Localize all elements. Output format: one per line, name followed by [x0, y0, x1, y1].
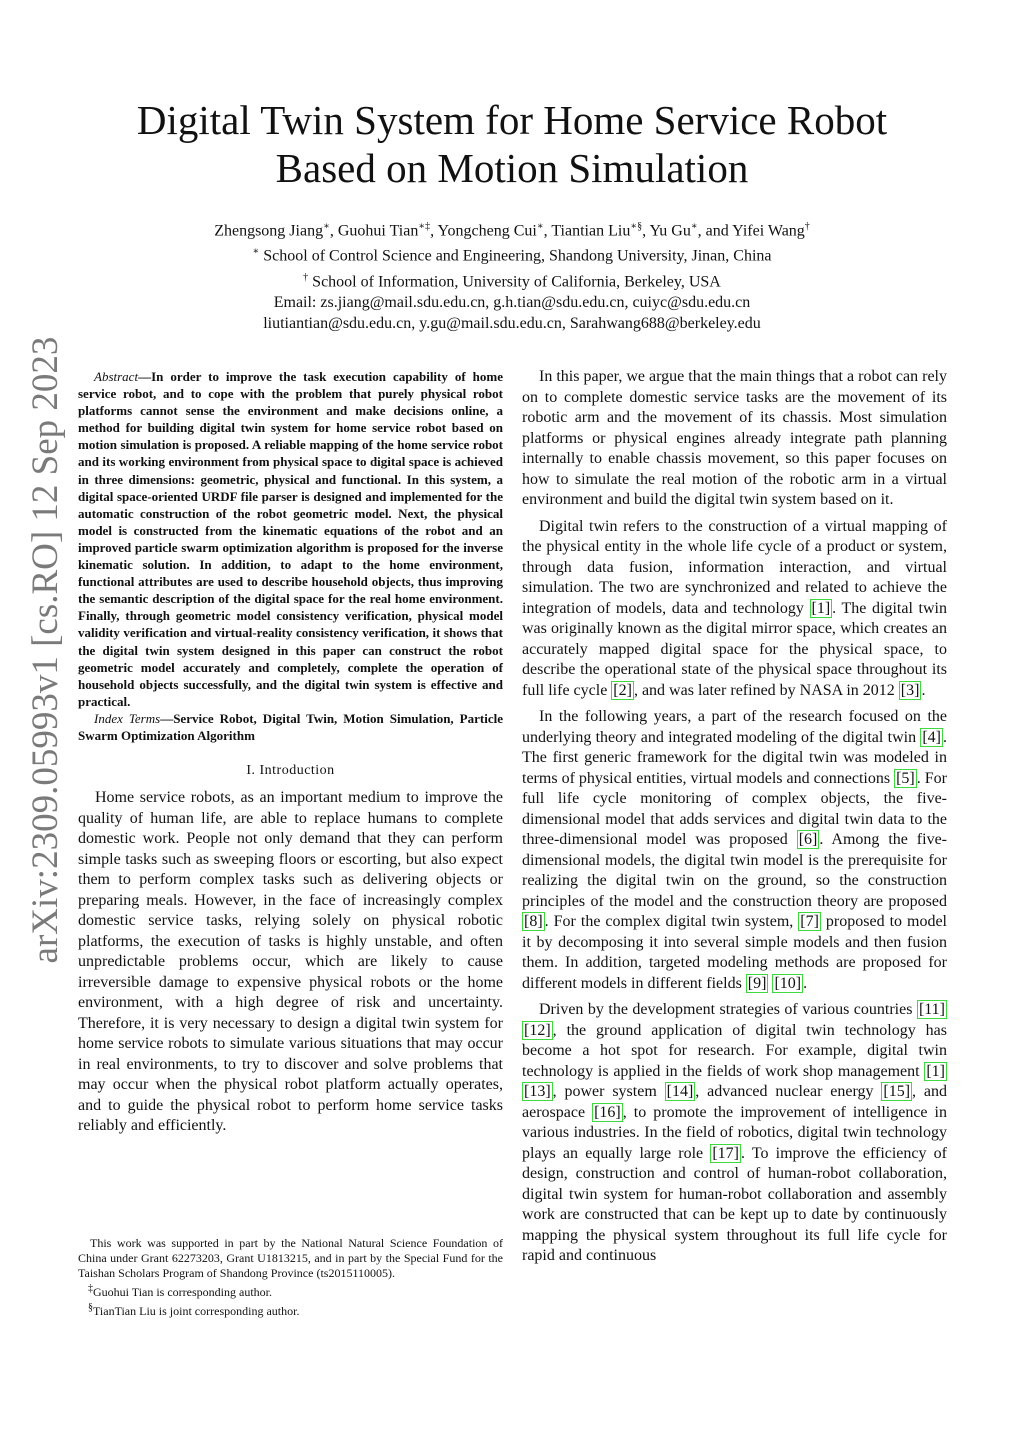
citation-link[interactable]: [4] [922, 728, 941, 746]
affil-mark [418, 221, 430, 232]
index-terms-dash: — [160, 710, 174, 726]
citation-link[interactable]: [1] [811, 599, 831, 617]
separator: , [430, 222, 438, 240]
paragraph-text: , power system [552, 1083, 665, 1100]
paper-title [80, 96, 944, 192]
paragraph [522, 517, 947, 702]
index-terms [78, 710, 503, 744]
citation-link[interactable]: [12] [524, 1021, 551, 1039]
citation-link[interactable]: [14] [666, 1083, 694, 1100]
punctuation: . [803, 974, 808, 992]
citation-link[interactable]: [9] [747, 974, 767, 992]
footnote-joint-corresponding [78, 1300, 503, 1319]
affil-mark: ∗ [536, 221, 544, 232]
affil-mark-ddagger: ‡ [425, 221, 431, 232]
arxiv-identifier: arXiv:2309.05993v1 [cs.RO] 12 Sep 2023 [25, 336, 66, 964]
paragraph-text: . The first generic framework for the digital twin was modeled in terms of physical entities, virtual models and connections [522, 728, 947, 787]
affiliation-1 [80, 241, 944, 266]
author-name: Yongcheng Cui [437, 222, 537, 240]
separator: , [642, 222, 650, 240]
funding-footnote: This work was supported in part by the National Natural Science Foundation of China under Grant 62273203, Grant U1813215, and in part by the Special Fund for the Taishan Scholars Program of Shandong Province (ts2015110005). [78, 1236, 503, 1280]
citation-link[interactable]: [8] [524, 913, 543, 930]
citation-link[interactable]: [15] [883, 1083, 911, 1100]
paragraph-text: . The digital twin was originally known as the digital mirror space, which creates an accurately mapped digital space for the physical space, to describe the operational state of the physical space throughout its full life cycle [522, 599, 947, 699]
affiliation-text: School of Information, University of California, Berkeley, USA [308, 272, 721, 290]
affiliation-2 [80, 267, 944, 292]
separator: , and [697, 222, 733, 240]
abstract-text: In order to improve the task execution capability of home service robot, and to cope with the problem that purely physical robot platforms cannot sense the environment and make decisions online, a method for building digital twin system for home service robot based on motion simulation is proposed. A reliable mapping of the home service robot and its working environment from physical space to digital space is achieved in three dimensions: geometric, physical and functional. In this system, a digital space-oriented URDF file parser is designed and implemented for the automatic construction of the robot geometric model. Next, the physical model is constructed from the kinematic equations of the robot and an improved particle swarm optimization algorithm is proposed for the inverse kinematic solution. In addition, to adapt to the home environment, functional attributes are used to describe household objects, thus improving the semantic description of the digital space for the real home environment. Finally, through geometric model consistency verification, physical model validity verification and virtual-reality consistency verification, it shows that the digital twin system designed in this paper can construct the robot geometric model accurately and completely, complete the operation of household objects successfully, and the digital twin system is effective and practical. [78, 369, 503, 709]
citation-link[interactable]: [2] [613, 681, 632, 699]
intro-paragraph: Home service robots, as an important medium to improve the quality of human life, are able to replace humans to complete domestic work. People not only demand that they can perform simple tasks such as sweeping floors or escorting, but also expect them to perform complex tasks such as delivering objects or preparing meals. However, in the face of increasingly complex domestic service tasks, relying solely on physical robotic platforms, the execution of tasks is highly unstable, and often unpredictable problems occur, which are likely to cause irreversible damage to expensive physical robots or the home environment, with a high degree of risk and uncertainty. Therefore, it is very necessary to design a digital twin system for home service robots to simulate various situations that may occur in real environments, to try to discover and solve problems that may occur when the physical robot platform actually operates, and to guide the physical robot to perform home service tasks reliably and efficiently. [78, 789, 503, 1135]
title-line-1: Digital Twin System for Home Service Robot [136, 97, 888, 143]
footnote-corresponding [78, 1281, 503, 1300]
section-heading-introduction: I. Introduction [246, 763, 335, 779]
separator: , [329, 222, 338, 240]
footnotes [78, 1236, 503, 1319]
left-column [78, 368, 503, 1143]
author-name: Tiantian Liu [551, 222, 631, 240]
abstract [78, 368, 503, 744]
paragraph-text: . To improve the efficiency of design, construction and control of human-robot collaboration, digital twin system for human-robot collaboration and assembly work are constructed that can be kept up to date by continuously mapping the physical system throughout its full life cycle for rapid and continuous [522, 1144, 948, 1264]
separator: , [543, 222, 552, 240]
affil-mark: † [303, 271, 309, 283]
author-name: Zhengsong Jiang [214, 222, 324, 240]
affiliation-text: School of Control Science and Engineering, Shandong University, Jinan, China [259, 247, 772, 265]
paragraph-text: . For the complex digital twin system, [544, 913, 799, 930]
footnote-mark: ‡ [88, 1283, 93, 1294]
paragraph-text: . Among the five-dimensional models, the digital twin model is the prerequisite for realizing the digital twin on the ground, so the construction principles of the model and the construction theory are proposed [522, 831, 947, 910]
abstract-paragraph [78, 368, 503, 710]
paragraph-text: Digital twin refers to the construction of a virtual mapping of the physical entity in the whole life cycle of a product or system, through data fusion, information interaction, and virtual simulation. The two are synchronized and related to achieve the integration of models, data and technology [522, 517, 947, 617]
affil-mark: † [804, 221, 810, 232]
paragraph-text: , the ground application of digital twin technology has become a hot spot for research. For example, digital twin technology is applied in the fields of work shop management [522, 1021, 947, 1080]
citation-link[interactable]: [3] [900, 681, 920, 699]
author-block [80, 216, 944, 334]
affil-mark-section: § [637, 221, 643, 232]
affil-mark: ∗ [690, 221, 698, 232]
paragraph-text: . For full life cycle monitoring of complex objects, the five-dimensional model that adds services and digital twin data to the three-dimensional model was proposed [522, 769, 947, 848]
footnote-text: TianTian Liu is joint corresponding author. [93, 1304, 300, 1318]
right-column [522, 367, 947, 1273]
paragraph [522, 1000, 947, 1267]
affil-mark: ∗ [252, 246, 260, 258]
affil-mark-star: ∗ [630, 221, 638, 232]
affil-mark: ∗ [323, 221, 330, 232]
index-terms-text: Service Robot, Digital Twin, Motion Simulation, Particle Swarm Optimization Algorithm [78, 710, 503, 743]
citation-link[interactable]: [16] [594, 1103, 621, 1121]
affil-mark [630, 221, 642, 232]
citation-link[interactable]: [1] [926, 1062, 945, 1080]
paragraph [522, 707, 947, 994]
citation-link[interactable]: [11] [918, 1001, 945, 1018]
title-line-2: Based on Motion Simulation [275, 145, 749, 191]
email-line-1: Email: zs.jiang@mail.sdu.edu.cn, g.h.tian@sdu.edu.cn, cuiyc@sdu.edu.cn [273, 293, 751, 311]
author-name: Yu Gu [649, 222, 691, 240]
paragraph-text: , to promote the improvement of intelligence in various industries. In the field of robotics, digital twin technology plays an equally large role [522, 1103, 947, 1162]
author-names [80, 216, 944, 241]
author-name: Guohui Tian [337, 222, 419, 240]
paragraph-text: In the following years, a part of the research focused on the underlying theory and integrated modeling of the digital twin [522, 708, 947, 746]
intro-body-left [78, 788, 503, 1137]
punctuation: . [921, 681, 926, 699]
paragraph: In this paper, we argue that the main things that a robot can rely on to complete domestic service tasks are the movement of its robotic arm and the movement of its chassis. Most simulation platforms or physical engines already integrate path planning internally to enable chassis movement, so this paper focuses on how to simulate the real motion of the robotic arm in a virtual environment and build the digital twin system based on it. [522, 368, 947, 508]
paragraph-text: proposed to model it by decomposing it into several simple models and then fusion them. In addition, targeted modeling methods are proposed for different models in different fields [522, 913, 948, 992]
paragraph-text: , and aerospace [522, 1083, 947, 1121]
citation-link[interactable]: [7] [800, 913, 819, 930]
abstract-dash: — [138, 369, 152, 384]
citation-link[interactable]: [6] [798, 831, 818, 848]
index-terms-label: Index Terms [94, 710, 161, 726]
affil-mark-star: ∗ [418, 221, 426, 232]
citation-link[interactable]: [17] [712, 1144, 739, 1162]
citation-link[interactable]: [10] [774, 974, 802, 992]
email-line-2: liutiantian@sdu.edu.cn, y.gu@mail.sdu.edu.cn, Sarahwang688@berkeley.edu [263, 314, 761, 332]
author-name: Yifei Wang [732, 222, 805, 240]
paragraph-text: , and was later refined by NASA in 2012 [633, 681, 899, 699]
paragraph-text: Driven by the development strategies of various countries [539, 1001, 917, 1018]
paragraph-text: , advanced nuclear energy [695, 1083, 882, 1100]
abstract-label: Abstract [94, 369, 139, 384]
citation-link[interactable]: [5] [896, 769, 915, 787]
citation-link[interactable]: [13] [524, 1083, 551, 1100]
footnote-mark: § [88, 1302, 93, 1313]
footnote-text: Guohui Tian is corresponding author. [93, 1285, 272, 1299]
